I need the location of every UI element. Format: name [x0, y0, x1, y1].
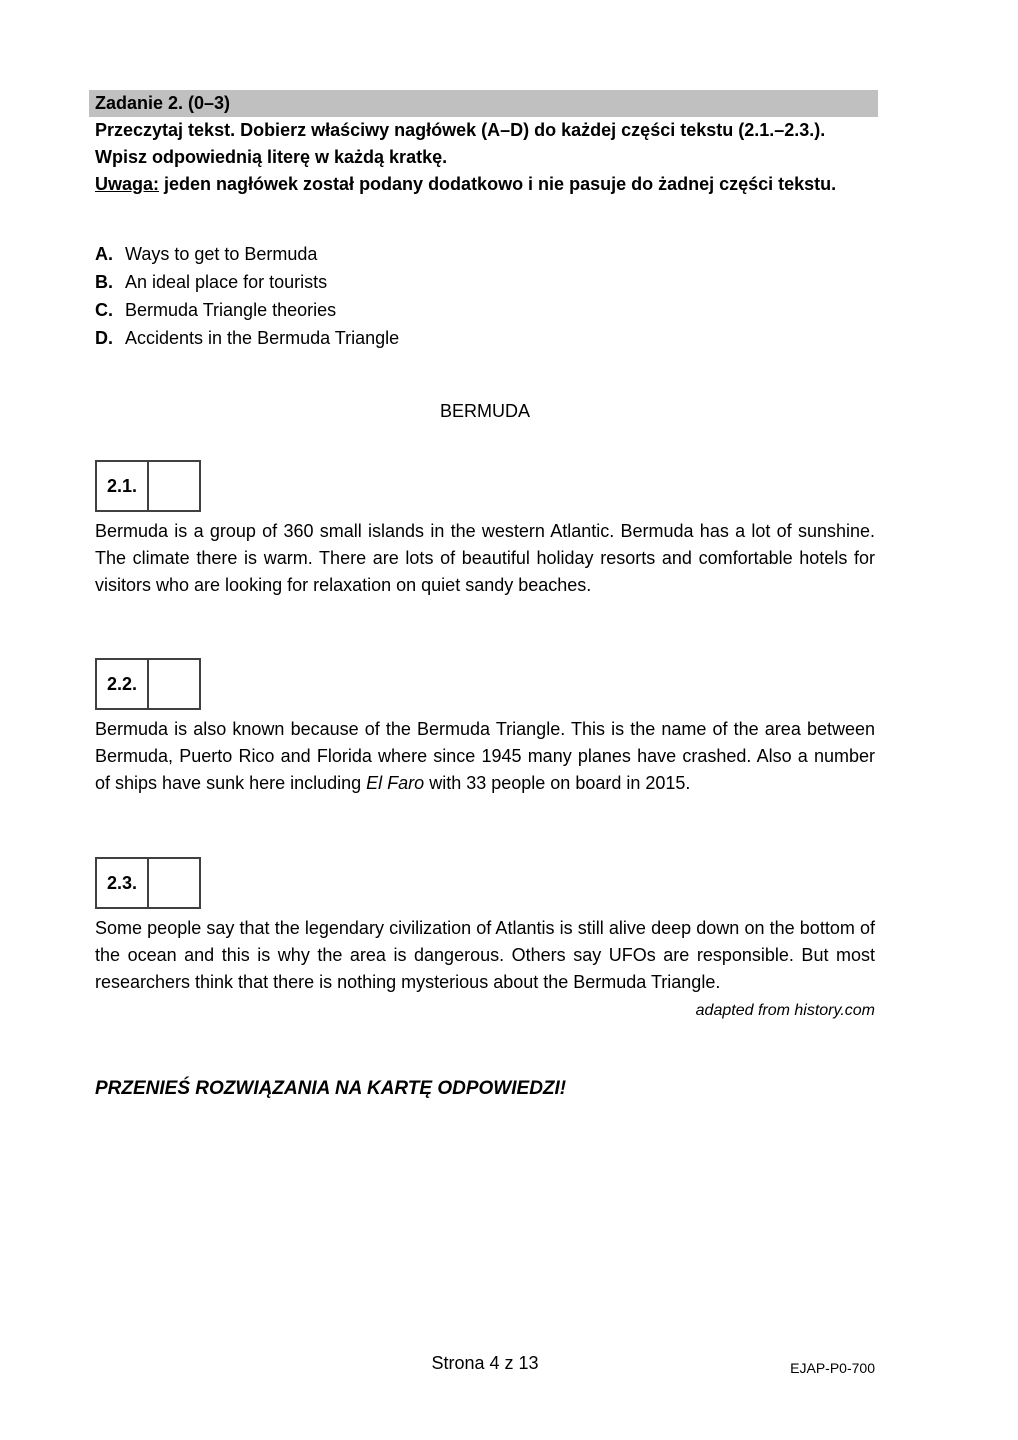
instruction-line-1: Przeczytaj tekst. Dobierz właściwy nagłówek (A–D) do każdej części tekstu (2.1.–2.3.). [95, 120, 826, 140]
source-attribution: adapted from history.com [695, 1002, 875, 1019]
option-b-text: An ideal place for tourists [125, 272, 328, 292]
answer-input-2-1[interactable] [149, 462, 199, 510]
transfer-instruction: PRZENIEŚ ROZWIĄZANIA NA KARTĘ ODPOWIEDZI! [95, 1078, 567, 1099]
option-d-letter: D. [95, 328, 113, 348]
instruction-line-2: Wpisz odpowiednią literę w każdą kratkę. [95, 147, 448, 167]
option-a-letter: A. [95, 244, 113, 264]
task-title-bar [89, 90, 878, 117]
answer-box-2-3 [95, 857, 201, 909]
option-a [95, 240, 875, 268]
task-title: Zadanie 2. (0–3) [95, 93, 231, 113]
section-2-1-number: 2.1. [97, 462, 149, 510]
reading-title: BERMUDA [439, 401, 530, 421]
note-label: Uwaga: [95, 174, 160, 194]
passage-2-2-ship-name: El Faro [366, 773, 425, 793]
option-c-letter: C. [95, 300, 113, 320]
option-b-letter: B. [95, 272, 113, 292]
answer-input-2-3[interactable] [149, 859, 199, 907]
passage-2-2 [95, 716, 875, 797]
option-c-text: Bermuda Triangle theories [125, 300, 337, 320]
passage-2-1: Bermuda is a group of 360 small islands in the western Atlantic. Bermuda has a lot of sunshine. The climate there is warm. There are lots of beautiful holiday resorts and comfortable hotels for visitors who are looking for relaxation on quiet sandy beaches. [95, 521, 875, 595]
heading-options-list [95, 240, 875, 352]
answer-input-2-2[interactable] [149, 660, 199, 708]
passage-2-3: Some people say that the legendary civilization of Atlantis is still alive deep down on the bottom of the ocean and this is why the area is dangerous. Others say UFOs are responsible. But most researchers think that there is nothing mysterious about the Bermuda Triangle. [95, 918, 875, 992]
section-2-2-number: 2.2. [97, 660, 149, 708]
answer-box-2-1 [95, 460, 201, 512]
passage-2-2-text-before: Bermuda is also known because of the Bermuda Triangle. This is the name of the area between Bermuda, Puerto Rico and Florida where since 1945 many planes have crashed. Also a number of ships have sunk here including [95, 719, 875, 793]
page-content [95, 90, 875, 1102]
option-a-text: Ways to get to Bermuda [125, 244, 318, 264]
page-footer [95, 1350, 875, 1377]
page-number: Strona 4 z 13 [431, 1353, 539, 1373]
passage-2-2-text-after: with 33 people on board in 2015. [424, 773, 691, 793]
option-c [95, 296, 875, 324]
option-b [95, 268, 875, 296]
instruction-note [95, 171, 875, 198]
option-d [95, 324, 875, 352]
section-2-3-number: 2.3. [97, 859, 149, 907]
answer-box-2-2 [95, 658, 201, 710]
note-text: jeden nagłówek został podany dodatkowo i nie pasuje do żadnej części tekstu. [159, 174, 837, 194]
document-code: EJAP-P0-700 [790, 1360, 875, 1376]
option-d-text: Accidents in the Bermuda Triangle [125, 328, 400, 348]
